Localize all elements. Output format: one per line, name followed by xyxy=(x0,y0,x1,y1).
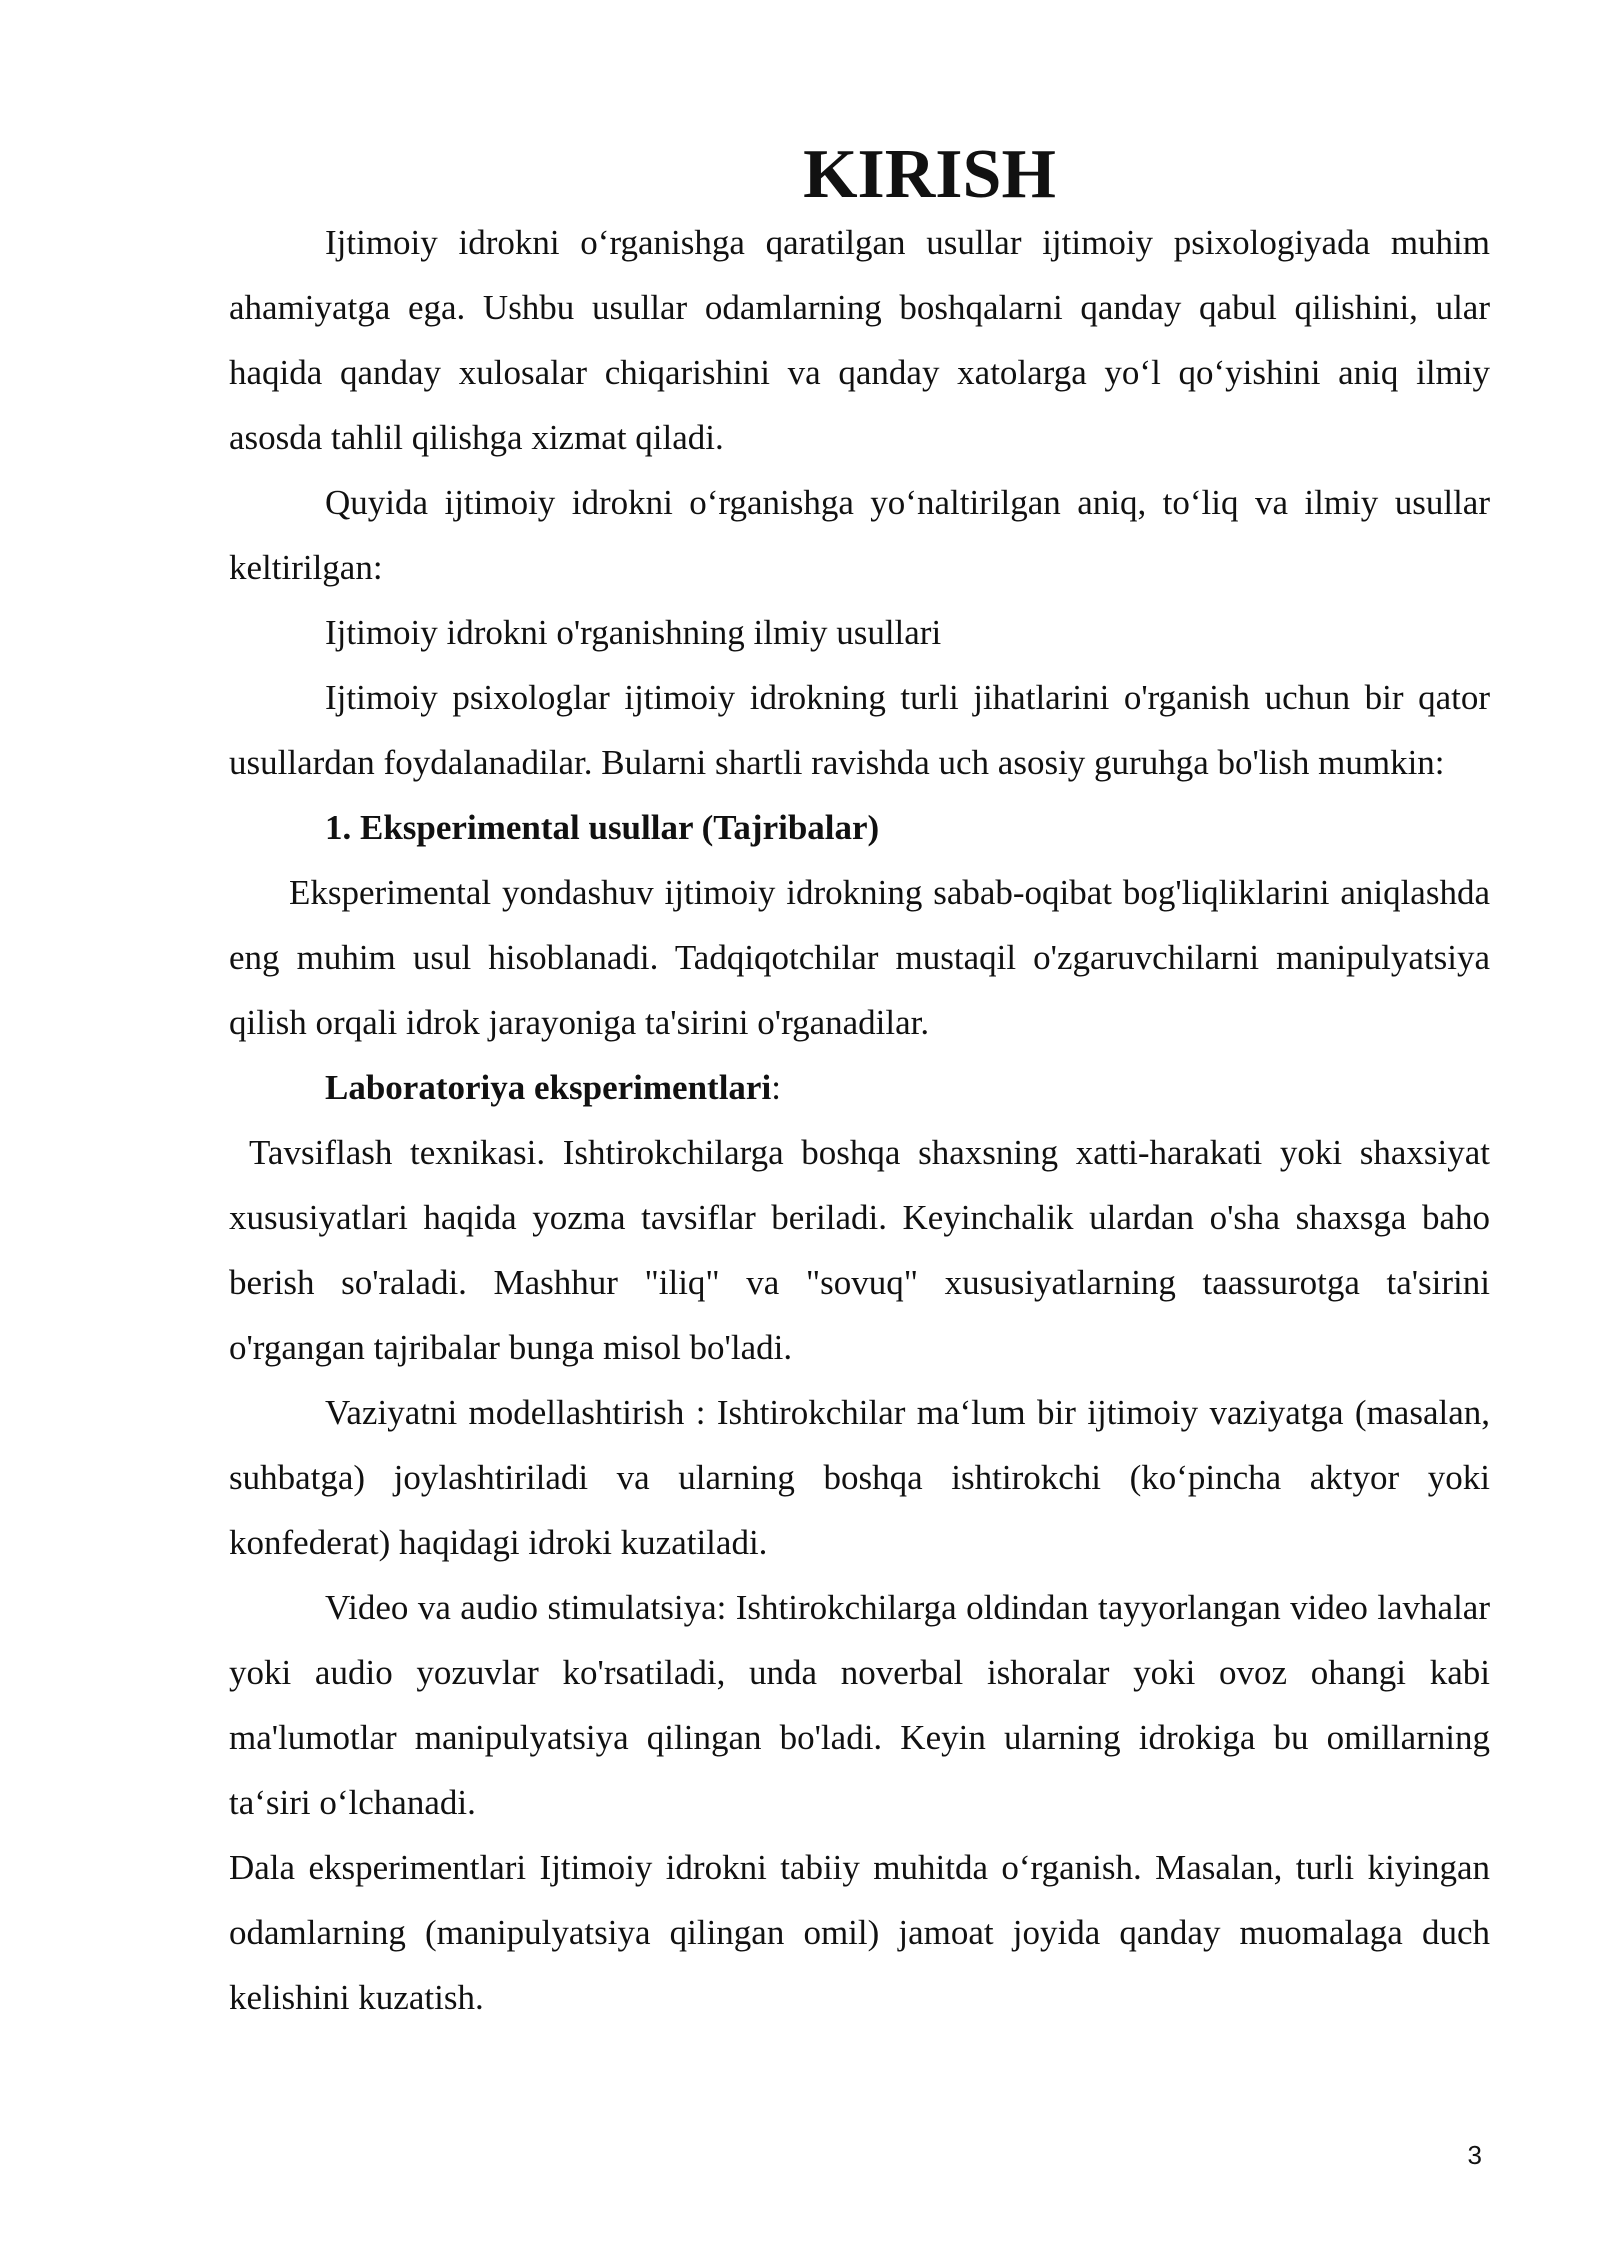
section-subtitle: Ijtimoiy idrokni o'rganishning ilmiy usullari xyxy=(325,613,942,652)
page-content xyxy=(229,136,1490,2030)
page-number: 3 xyxy=(1467,2140,1482,2170)
methods-intro-paragraph: Quyida ijtimoiy idrokni o‘rganishga yo‘naltirilgan aniq, to‘liq va ilmiy usullar keltirilgan: xyxy=(229,483,1490,587)
lab-experiments-label: Laboratoriya eksperimentlari xyxy=(325,1068,772,1107)
situation-modeling-paragraph: Vaziyatni modellashtirish : Ishtirokchilar ma‘lum bir ijtimoiy vaziyatga (masalan, suhbatga) joylashtiriladi va ularning boshqa ishtirokchi (ko‘pincha aktyor yoki konfederat) haqidagi idroki kuzatiladi. xyxy=(229,1393,1490,1562)
intro-paragraph: Ijtimoiy idrokni o‘rganishga qaratilgan usullar ijtimoiy psixologiyada muhim ahamiyatga ega. Ushbu usullar odamlarning boshqalarni qanday qabul qilishini, ular haqida qanday xulosalar chiqarishini va qanday xatolarga yo‘l qo‘yishini aniq ilmiy asosda tahlil qilishga xizmat qiladi. xyxy=(229,223,1490,457)
video-audio-stimulation-paragraph: Video va audio stimulatsiya: Ishtirokchilarga oldindan tayyorlangan video lavhalar yoki audio yozuvlar ko'rsatiladi, unda noverbal ishoralar yoki ovoz ohangi kabi ma'lumotlar manipulyatsiya qilingan bo'ladi. Keyin ularning idrokiga bu omillarning ta‘siri o‘lchanadi. xyxy=(229,1588,1490,1822)
experimental-methods-heading: 1. Eksperimental usullar (Tajribalar) xyxy=(325,808,880,847)
description-technique-paragraph: Tavsiflash texnikasi. Ishtirokchilarga boshqa shaxsning xatti-harakati yoki shaxsiyat xususiyatlari haqida yozma tavsiflar beriladi. Keyinchalik ulardan o'sha shaxsga baho berish so'raladi. Mashhur "iliq" va "sovuq" xususiyatlarning taassurotga ta'sirini o'rgangan tajribalar bunga misol bo'ladi. xyxy=(229,1133,1490,1367)
groups-paragraph: Ijtimoiy psixologlar ijtimoiy idrokning turli jihatlarini o'rganish uchun bir qator usullardan foydalanadilar. Bularni shartli ravishda uch asosiy guruhga bo'lish mumkin: xyxy=(229,678,1490,782)
document-title: KIRISH xyxy=(803,136,1056,213)
field-experiments-paragraph: Dala eksperimentlari Ijtimoiy idrokni tabiiy muhitda o‘rganish. Masalan, turli kiyingan odamlarning (manipulyatsiya qilingan omil) jamoat joyida qanday muomalaga duch kelishini kuzatish. xyxy=(229,1848,1490,2017)
lab-experiments-colon: : xyxy=(771,1068,781,1107)
lab-experiments-heading xyxy=(229,1055,1490,1120)
experimental-approach-paragraph: Eksperimental yondashuv ijtimoiy idrokning sabab-oqibat bog'liqliklarini aniqlashda eng muhim usul hisoblanadi. Tadqiqotchilar mustaqil o'zgaruvchilarni manipulyatsiya qilish orqali idrok jarayoniga ta'sirini o'rganadilar. xyxy=(229,873,1490,1042)
